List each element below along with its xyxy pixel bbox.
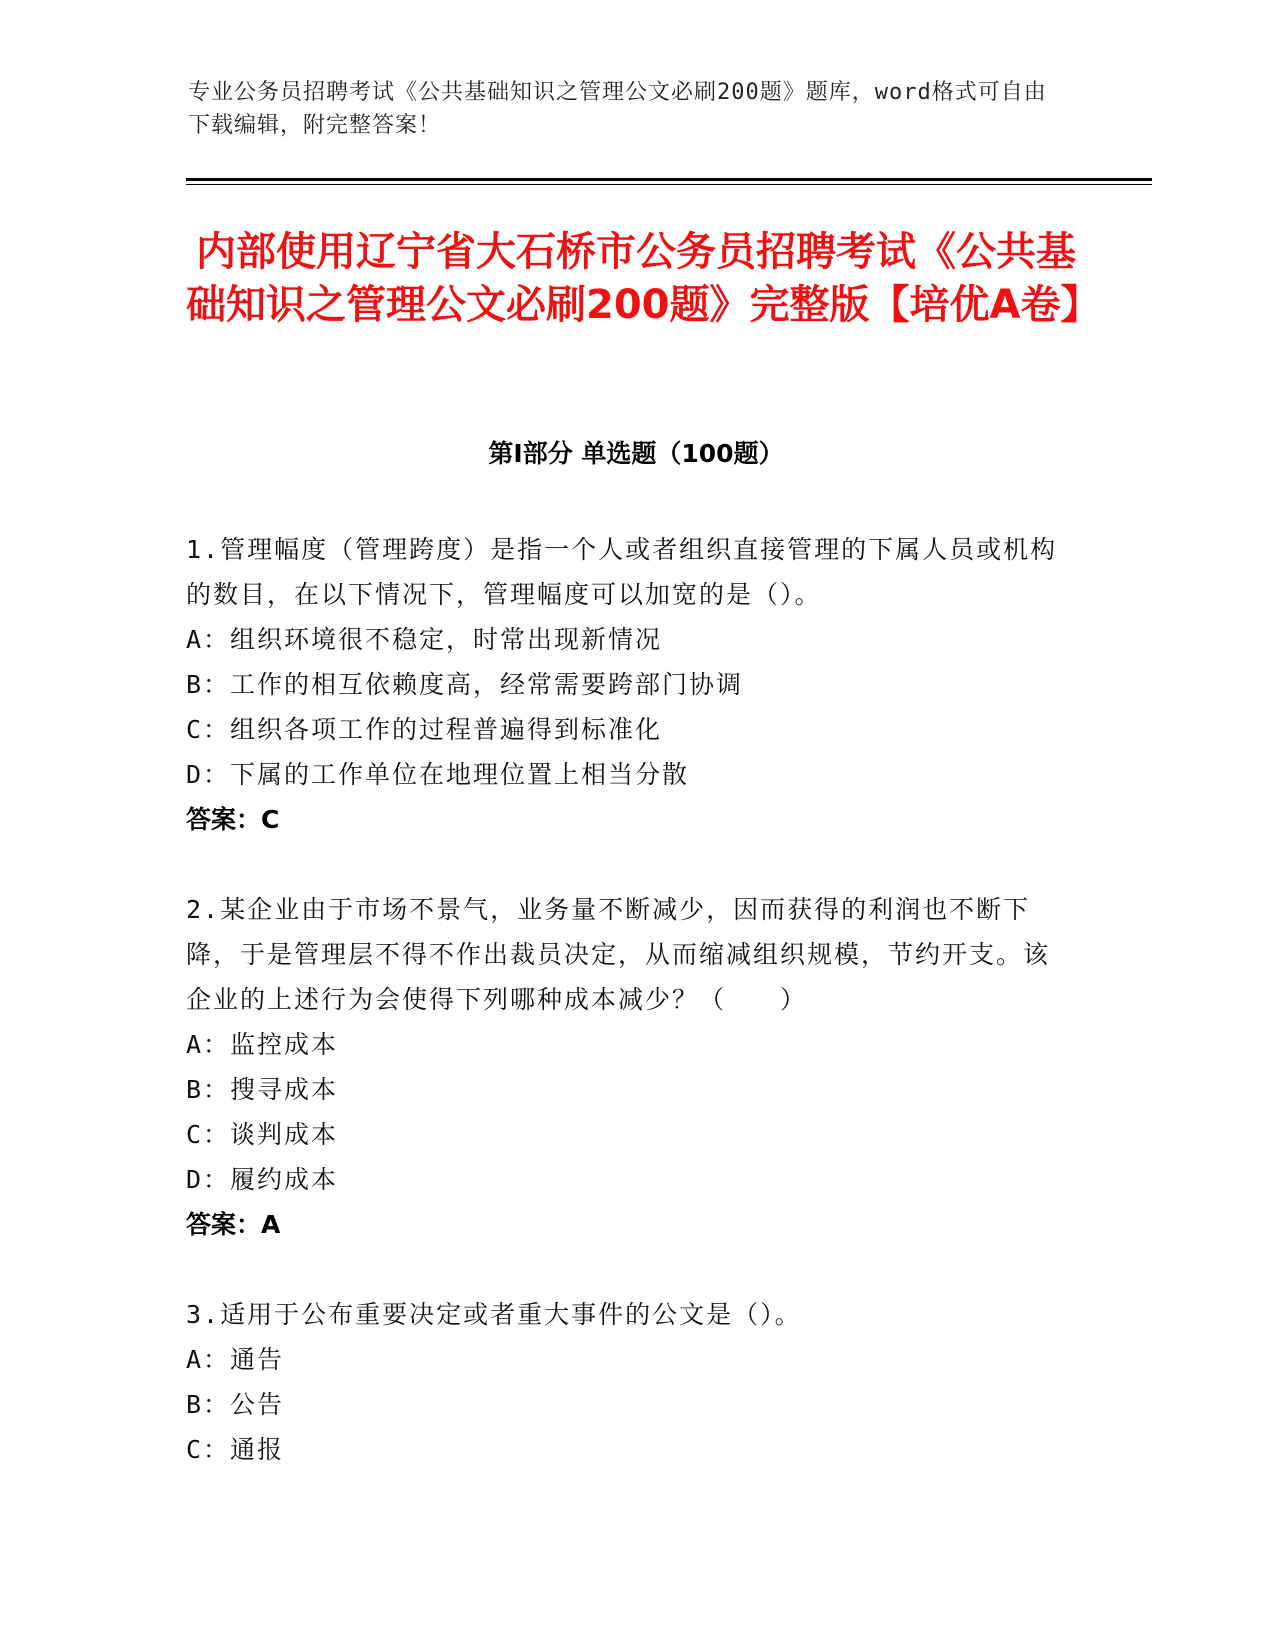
option-a: A：监控成本 bbox=[186, 1030, 339, 1059]
option-c: C：通报 bbox=[186, 1435, 285, 1464]
question-text: 3.适用于公布重要决定或者重大事件的公文是（）。 bbox=[186, 1300, 802, 1329]
document-title: 内部使用辽宁省大石桥市公务员招聘考试《公共基础知识之管理公文必刷200题》完整版【培优A卷】 bbox=[186, 229, 1101, 328]
question-list bbox=[186, 527, 1066, 1517]
question-2 bbox=[186, 887, 1066, 1247]
option-d: D：履约成本 bbox=[186, 1165, 339, 1194]
question-text: 2.某企业由于市场不景气，业务量不断减少，因而获得的利润也不断下降，于是管理层不得不作出裁员决定，从而缩减组织规模，节约开支。该企业的上述行为会使得下列哪种成本减少？（ ） bbox=[186, 895, 1051, 1014]
option-b: B：搜寻成本 bbox=[186, 1075, 339, 1104]
answer: 答案：A bbox=[186, 1210, 281, 1239]
answer: 答案：C bbox=[186, 805, 280, 834]
option-c: C：谈判成本 bbox=[186, 1120, 339, 1149]
option-b: B：工作的相互依赖度高，经常需要跨部门协调 bbox=[186, 670, 744, 699]
option-a: A：组织环境很不稳定，时常出现新情况 bbox=[186, 625, 663, 654]
header-rule-thick bbox=[186, 178, 1152, 181]
option-a: A：通告 bbox=[186, 1345, 285, 1374]
question-text: 1.管理幅度（管理跨度）是指一个人或者组织直接管理的下属人员或机构的数目，在以下情况下，管理幅度可以加宽的是（）。 bbox=[186, 535, 1058, 609]
option-b: B：公告 bbox=[186, 1390, 285, 1419]
question-3 bbox=[186, 1292, 1066, 1472]
option-c: C：组织各项工作的过程普遍得到标准化 bbox=[186, 715, 663, 744]
option-d: D：下属的工作单位在地理位置上相当分散 bbox=[186, 760, 690, 789]
header-note: 专业公务员招聘考试《公共基础知识之管理公文必刷200题》题库，word格式可自由下载编辑，附完整答案！ bbox=[188, 80, 1047, 138]
section-title: 第I部分 单选题（100题） bbox=[488, 439, 784, 468]
header-rule-thin bbox=[186, 184, 1152, 185]
question-1 bbox=[186, 527, 1066, 842]
